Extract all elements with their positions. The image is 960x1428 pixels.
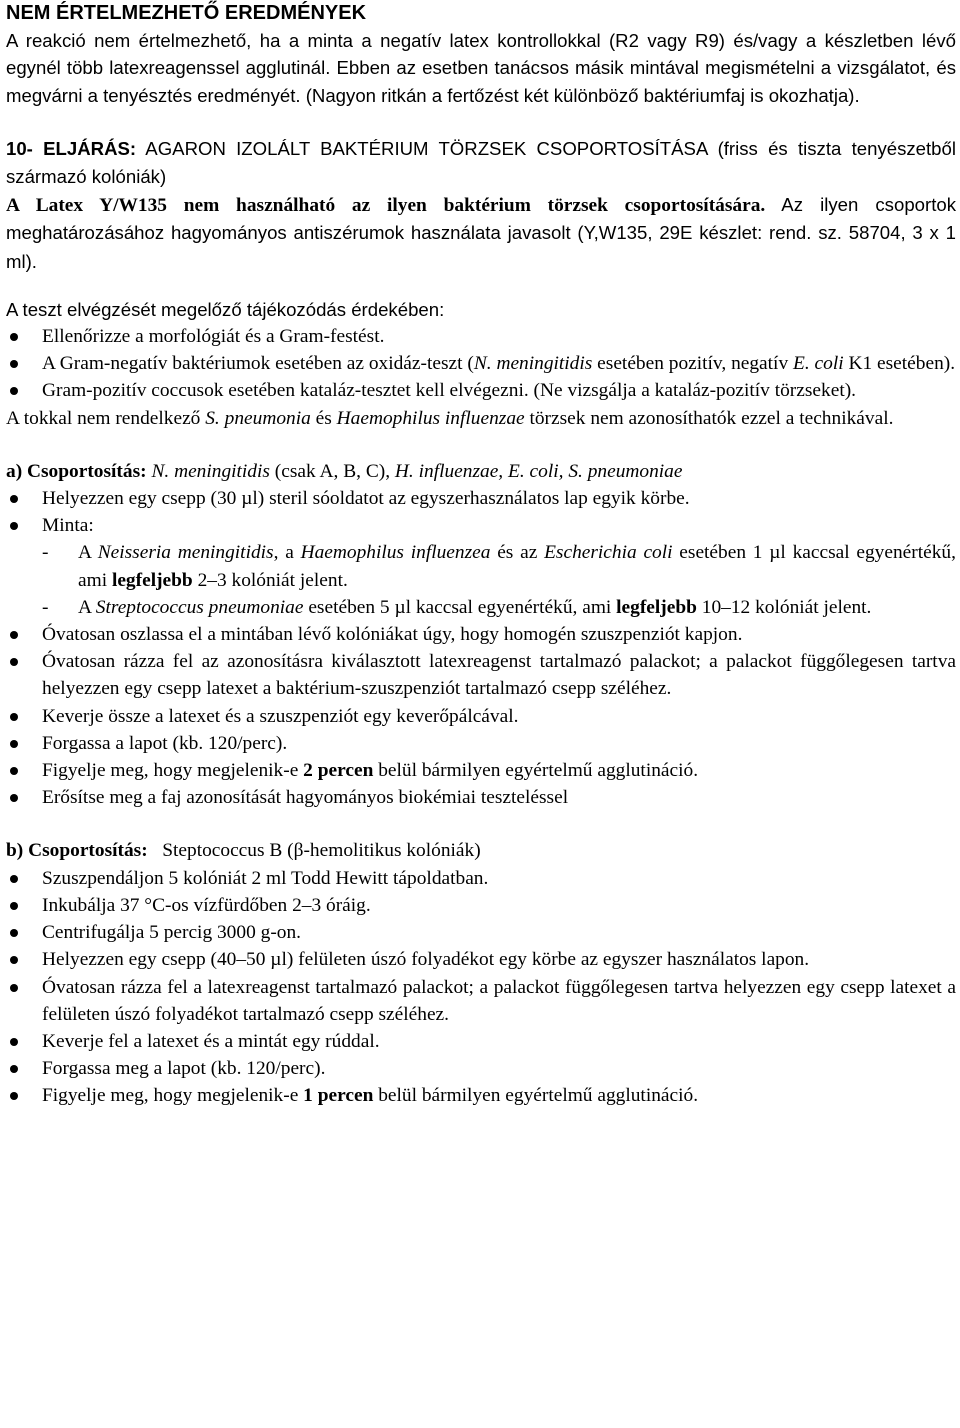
list-item: A Gram-negatív baktériumok esetében az oxidáz-teszt (N. meningitidis esetében pozitív, negatív E. coli K1 esetében). <box>6 350 956 377</box>
pre-test-intro: A teszt elvégzését megelőző tájékozódás érdekében: <box>6 298 445 320</box>
sample-sublist <box>6 539 956 621</box>
grouping-a-list <box>6 485 956 539</box>
grouping-a-label: a) Csoportosítás: <box>6 460 147 482</box>
procedure-heading-text: AGARON IZOLÁLT BAKTÉRIUM TÖRZSEK CSOPORTOSÍTÁSA (friss és tiszta tenyészetből származó kolóniák) <box>6 137 956 188</box>
pre-test-list <box>6 323 956 405</box>
list-item: Erősítse meg a faj azonosítását hagyományos biokémiai teszteléssel <box>6 784 956 811</box>
procedure-heading <box>6 135 956 191</box>
grouping-a-list-cont <box>6 621 956 811</box>
list-item: Keverje fel a latexet és a mintát egy rúddal. <box>6 1028 956 1055</box>
list-item: Forgassa meg a lapot (kb. 120/perc). <box>6 1055 956 1082</box>
list-item: Gram-pozitív coccusok esetében kataláz-tesztet kell elvégezni. (Ne vizsgálja a kataláz-pozitív törzseket). <box>6 377 956 404</box>
list-item: Óvatosan oszlassa el a mintában lévő kolóniákat úgy, hogy homogén szuszpenziót kapjon. <box>6 621 956 648</box>
sublist-item: - A Streptococcus pneumoniae esetében 5 µl kaccsal egyenértékű, ami legfeljebb 10–12 kolóniát jelent. <box>6 594 956 621</box>
latex-warning-rest: Az ilyen csoportok meghatározásához hagyományos antiszérumok használata javasolt (Y,W135, 29E készlet: rend. sz. 58704, 3 x 1 ml). <box>6 194 956 272</box>
grouping-a-heading: a) Csoportosítás: N. meningitidis (csak A, B, C), H. influenzae, E. coli, S. pneumoniae <box>6 460 683 482</box>
list-item: Óvatosan rázza fel az azonosításra kiválasztott latexreagenst tartalmazó palackot; a palackot függőlegesen tartva helyezzen egy csepp latexet a baktérium-szuszpenziót tartalmazó csepp széléhez. <box>6 648 956 702</box>
grouping-b-heading: b) Csoportosítás: Steptococcus B (β-hemolitikus kolóniák) <box>6 840 481 862</box>
list-item: Ellenőrizze a morfológiát és a Gram-festést. <box>6 323 956 350</box>
list-item: Minta: <box>6 512 956 539</box>
list-item: Forgassa a lapot (kb. 120/perc). <box>6 730 956 757</box>
latex-warning-paragraph <box>6 191 956 276</box>
section-title-uninterpretable: NEM ÉRTELMEZHETŐ EREDMÉNYEK <box>6 2 367 24</box>
capsule-note: A tokkal nem rendelkező S. pneumonia és Haemophilus influenzae törzsek nem azonosíthatók ezzel a technikával. <box>6 407 894 429</box>
list-item: Figyelje meg, hogy megjelenik-e 1 percen belül bármilyen egyértelmű agglutináció. <box>6 1082 956 1109</box>
list-item: Centrifugálja 5 percig 3000 g-on. <box>6 919 956 946</box>
list-item: Keverje össze a latexet és a szuszpenziót egy keverőpálcával. <box>6 703 956 730</box>
sublist-item: - A Neisseria meningitidis, a Haemophilus influenzea és az Escherichia coli esetében 1 µl kaccsal egyenértékű, ami legfeljebb 2–3 kolóniát jelent. <box>6 539 956 593</box>
list-item: Inkubálja 37 °C-os vízfürdőben 2–3 óráig. <box>6 892 956 919</box>
list-item: Óvatosan rázza fel a latexreagenst tartalmazó palackot; a palackot függőlegesen tartva helyezzen egy csepp latexet a felületen úszó folyadékot tartalmazó csepp széléhez. <box>6 974 956 1028</box>
list-item: Helyezzen egy csepp (40–50 µl) felületen úszó folyadékot egy körbe az egyszer használatos lapon. <box>6 946 956 973</box>
grouping-b-list <box>6 865 956 1110</box>
latex-warning-bold: A Latex Y/W135 nem használható az ilyen baktérium törzsek csoportosítására. <box>6 195 766 217</box>
list-item: Figyelje meg, hogy megjelenik-e 2 percen belül bármilyen egyértelmű agglutináció. <box>6 757 956 784</box>
procedure-heading-label: 10- ELJÁRÁS: <box>6 137 137 159</box>
list-item: Helyezzen egy csepp (30 µl) steril sóoldatot az egyszerhasználatos lap egyik körbe. <box>6 485 956 512</box>
list-item: Szuszpendáljon 5 kolóniát 2 ml Todd Hewitt tápoldatban. <box>6 865 956 892</box>
uninterpretable-paragraph: A reakció nem értelmezhető, ha a minta a negatív latex kontrollokkal (R2 vagy R9) és/vagy a készletben lévő egynél több latexreagenssel agglutinál. Ebben az esetben tanácsos másik mintával megismételni a vizsgálatot, és megvárni a tenyésztés eredményét. (Nagyon ritkán a fertőzést két különböző baktériumfaj is okozhatja). <box>6 30 956 106</box>
grouping-b-label: b) Csoportosítás: <box>6 840 148 862</box>
